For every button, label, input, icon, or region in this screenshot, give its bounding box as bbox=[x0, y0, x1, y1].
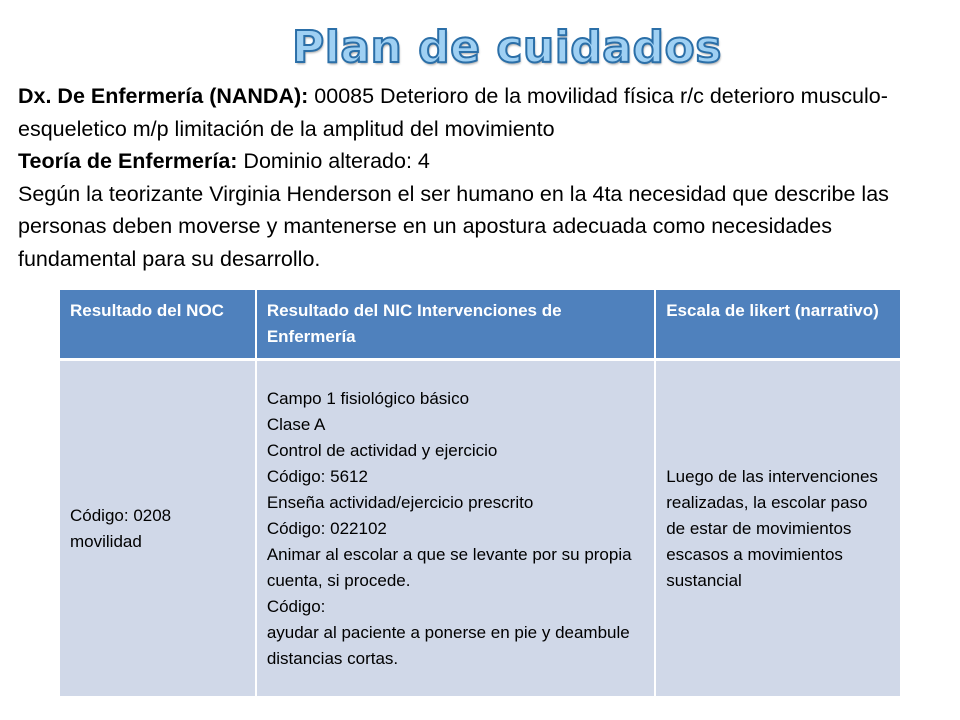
table-row bbox=[60, 361, 900, 696]
nic-line: Clase A bbox=[266, 414, 326, 434]
header-nic: Resultado del NIC Intervenciones de Enfermería bbox=[257, 290, 656, 361]
theory-label: Teoría de Enfermería: bbox=[18, 149, 238, 173]
nic-line: Campo 1 fisiológico básico bbox=[266, 388, 470, 408]
theory-text: Dominio alterado: 4 bbox=[237, 149, 430, 173]
likert-cell bbox=[656, 361, 900, 696]
theory-paragraph bbox=[18, 145, 948, 178]
nic-line: Animar al escolar a que se levante por su propia cuenta, si procede. bbox=[266, 544, 632, 590]
nic-cell bbox=[257, 361, 656, 696]
henderson-paragraph: Según la teorizante Virginia Henderson el ser humano en la 4ta necesidad que describe las personas deben moverse y mantenerse en un apostura adecuada como necesidades fundamental para su desarrollo. bbox=[18, 181, 889, 271]
diagnosis-text: 00085 Deterioro de la movilidad física r/c deterioro musculo-esqueletico m/p limitación de la amplitud del movimiento bbox=[18, 84, 888, 141]
noc-name: movilidad bbox=[70, 531, 142, 551]
nic-line: Código: 5612 bbox=[266, 466, 368, 486]
care-plan-table bbox=[60, 290, 900, 696]
noc-cell bbox=[60, 361, 257, 696]
nic-line: Control de actividad y ejercicio bbox=[266, 440, 498, 460]
nic-line: Código: 022102 bbox=[266, 518, 387, 538]
intro-text bbox=[18, 80, 948, 275]
likert-text: Luego de las intervenciones realizadas, la escolar paso de estar de movimientos escasos a movimientos sustancial bbox=[666, 466, 878, 590]
noc-code: Código: 0208 bbox=[70, 505, 172, 525]
nic-line: Código: bbox=[266, 596, 326, 616]
header-likert: Escala de likert (narrativo) bbox=[656, 290, 900, 361]
nic-line: Enseña actividad/ejercicio prescrito bbox=[266, 492, 534, 512]
header-noc: Resultado del NOC bbox=[60, 290, 257, 361]
diagnosis-paragraph bbox=[18, 80, 948, 145]
table-header-row bbox=[60, 290, 900, 361]
nic-line: ayudar al paciente a ponerse en pie y deambule distancias cortas. bbox=[266, 622, 630, 668]
page-title: Plan de cuidados bbox=[292, 22, 722, 73]
diagnosis-label: Dx. De Enfermería (NANDA): bbox=[18, 84, 309, 108]
